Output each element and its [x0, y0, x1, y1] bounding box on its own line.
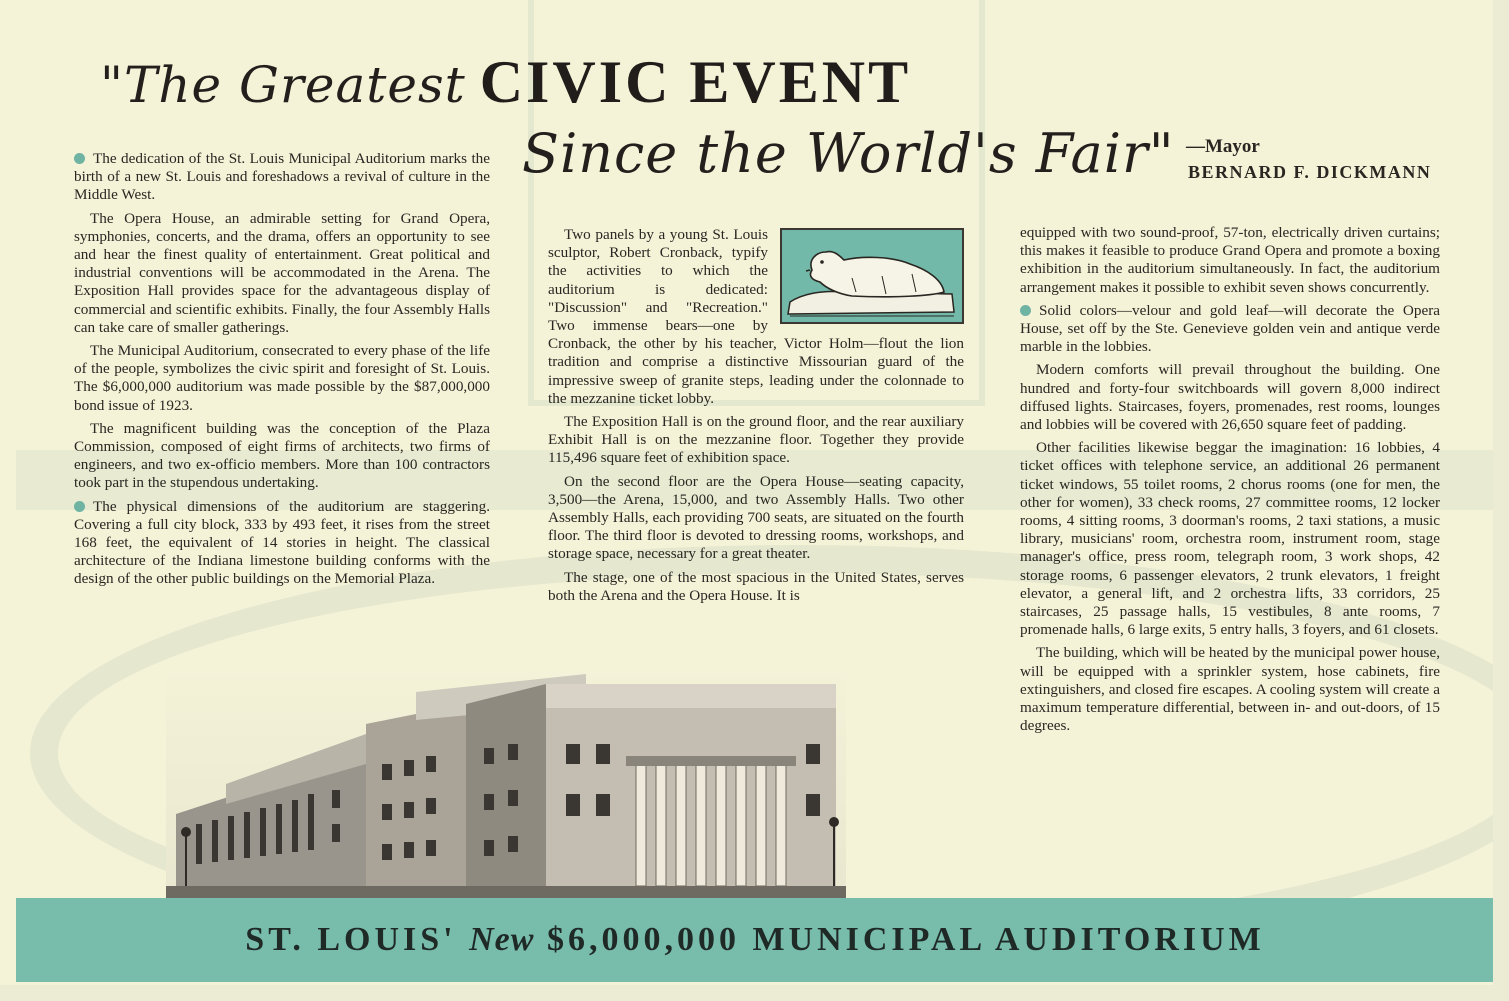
headline-script-text-2: Since the World's Fair" — [522, 122, 1175, 185]
paragraph-text: Solid colors—velour and gold leaf—will decorate the Opera House, set off by the Ste. Genevieve golden vein and antique verde marble in the lobbies. — [1020, 301, 1440, 356]
teal-dot-icon — [1020, 305, 1031, 316]
paragraph: The Opera House, an admirable setting for Grand Opera, symphonies, concerts, and the drama, offers an opportunity to see and hear the finest quality of entertainment. Great political and industrial conventions will be accommodated in the Arena. The Exposition Hall provides space for the advantageous display of commercial and scientific exhibits. Finally, the four Assembly Halls can take care of smaller gatherings. — [74, 209, 490, 336]
paragraph — [1020, 302, 1440, 357]
title-banner — [16, 898, 1494, 982]
paragraph: The Municipal Auditorium, consecrated to every phase of the life of the people, symbolizes the civic spirit and foresight of St. Louis. The $6,000,000 auditorium was made possible by the $87,000,000 bond issue of 1923. — [74, 342, 490, 414]
banner-title-new: New — [469, 921, 535, 958]
paragraph: Two panels by a young St. Louis sculptor, Robert Cronback, typify the activities to which the auditorium is dedicated: "Discussion" and "Recreation." Two immense bears—one by Cronback, the other by his teacher, Victor Holm—flout the lion tradition and comprise a distinctive Missourian guard of the impressive sweep of granite steps, leading under the colonnade to the mezzanine ticket lobby. — [548, 226, 964, 407]
paragraph-text: The physical dimensions of the auditorium are staggering. Covering a full city block, 333 by 493 feet, it rises from the street 168 feet, the equivalent of 14 stories in height. The classical architecture of the Indiana limestone building conforms with the design of the other public buildings on the Memorial Plaza. — [74, 497, 490, 588]
paragraph: The stage, one of the most spacious in the United States, serves both the Arena and the Opera House. It is — [548, 568, 964, 604]
attribution-title: —Mayor — [1186, 136, 1260, 157]
paragraph: On the second floor are the Opera House—seating capacity, 3,500—the Arena, 15,000, and two Assembly Halls. Two other Assembly Halls, each providing 700 seats, are situated on the fourth floor. The third floor is devoted to dressing rooms, workshops, and storage space, necessary for a great theater. — [548, 472, 964, 563]
headline-line-2 — [522, 122, 1175, 185]
paragraph: The building, which will be heated by the municipal power house, will be equipped with a sprinkler system, hose cabinets, fire extinguishers, and closed fire escapes. A cooling system will create a maximum temperature differential, between in- and out-doors, of 15 degrees. — [1020, 644, 1440, 735]
paragraph: The Exposition Hall is on the ground floor, and the rear auxiliary Exhibit Hall is on the mezzanine floor. Together they provide 115,496 square feet of exhibition space. — [548, 413, 964, 467]
left-column — [74, 150, 490, 594]
banner-title-part-3: $6,000,000 MUNICIPAL AUDITORIUM — [546, 921, 1265, 958]
headline-line-1 — [100, 48, 911, 118]
polar-bear-illustration — [780, 228, 964, 324]
right-column — [1020, 224, 1440, 740]
attribution — [1188, 136, 1431, 183]
headline-civic-event: CIVIC EVENT — [479, 49, 912, 115]
banner-title-part-1: ST. LOUIS' — [245, 921, 457, 958]
teal-dot-icon — [74, 153, 85, 164]
paragraph: The magnificent building was the conception of the Plaza Commission, composed of eight firms of architects, two firms of engineers, and two ex-officio members. More than 100 contractors took part in the stupendous undertaking. — [74, 419, 490, 492]
auditorium-building-photo — [166, 664, 846, 898]
teal-dot-icon — [74, 501, 85, 512]
page-edge-right — [1493, 0, 1509, 1001]
page-edge-bottom — [0, 985, 1509, 1001]
paragraph: Other facilities likewise beggar the imagination: 16 lobbies, 4 ticket offices with telephone service, an additional 26 permanent ticket windows, 55 toilet rooms, 2 chorus rooms (one for men, the other for women), 33 check rooms, 27 committee rooms, 12 locker rooms, 4 sitting rooms, 3 doorman's rooms, 2 taxi stations, a music library, musicians' room, orchestra room, instrument room, stage manager's office, press room, telegraph room, 3 work shops, 42 storage rooms, 6 passenger elevators, 2 trunk elevators, 1 freight elevator, a general lift, and 2 orchestra lifts, 33 corridors, 25 staircases, 25 passage halls, 15 vestibules, 8 ante rooms, 7 promenade halls, 6 large exits, 5 entry halls, 3 foyers, and 61 closets. — [1020, 439, 1440, 639]
polar-bear-icon — [782, 230, 962, 322]
attribution-name: BERNARD F. DICKMANN — [1188, 162, 1432, 182]
headline-script-text: "The Greatest — [100, 56, 466, 114]
paragraph: equipped with two sound-proof, 57-ton, electrically driven curtains; this makes it feasible to produce Grand Opera and promote a boxing exhibition in the auditorium simultaneously. In fact, the auditorium arrangement makes it possible to exhibit seven shows concurrently. — [1020, 224, 1440, 296]
banner-title — [245, 921, 1264, 959]
middle-column — [548, 226, 964, 610]
paragraph — [74, 498, 490, 589]
paragraph — [74, 150, 490, 205]
paragraph-text: The dedication of the St. Louis Municipal Auditorium marks the birth of a new St. Louis and foreshadows a revival of culture in the Middle West. — [74, 150, 490, 204]
paragraph: Modern comforts will prevail throughout the building. One hundred and forty-four switchboards will govern 8,000 indirect diffused lights. Staircases, foyers, promenades, rest rooms, lounges and lobbies will be covered with 26,650 square feet of padding. — [1020, 361, 1440, 434]
